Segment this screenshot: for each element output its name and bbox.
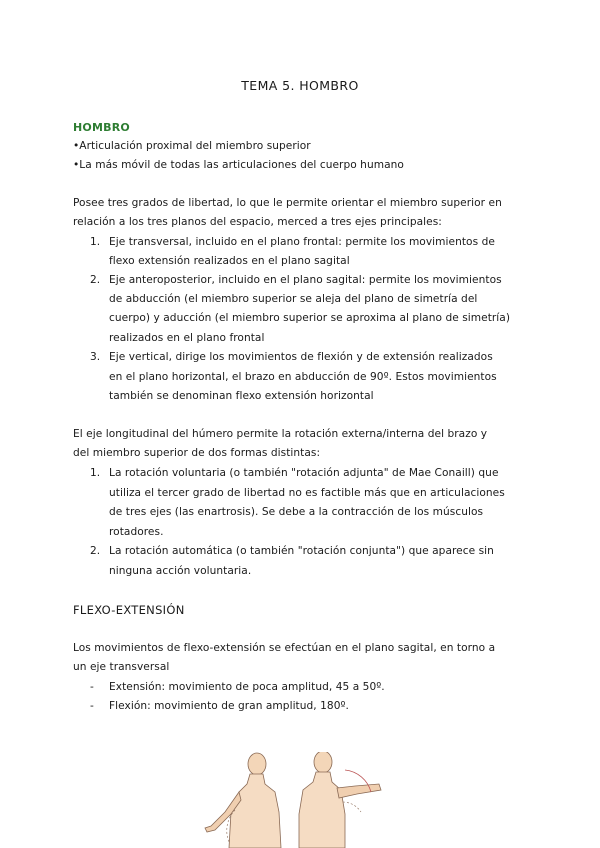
list-item-line: Eje anteroposterior, incluido en el plano sagital: permite los movimientos [109,274,502,286]
paragraph-line: del miembro superior de dos formas distintas: [73,447,321,459]
bullet-line: •Articulación proximal del miembro superior [73,140,311,152]
right-figure [299,752,381,848]
list-item-line: La rotación voluntaria (o también "rotación adjunta" de Mae Conaill) que [109,467,499,479]
list-item-line: Eje vertical, dirige los movimientos de flexión y de extensión realizados [109,351,493,363]
dash-item-line: Extensión: movimiento de poca amplitud, 45 a 50º. [109,681,385,693]
section-heading-hombro: HOMBRO [73,121,130,134]
paragraph-line: Posee tres grados de libertad, lo que le permite orientar el miembro superior en [73,197,502,209]
list-item-line: de abducción (el miembro superior se aleja del plano de simetría del [109,293,478,305]
section-heading-flexo-extension: FLEXO-EXTENSIÓN [73,603,185,617]
list-number: 1. [90,467,101,479]
list-item-line: Eje transversal, incluido en el plano frontal: permite los movimientos de [109,236,495,248]
list-number: 3. [90,351,101,363]
list-number: 1. [90,236,101,248]
paragraph-line: El eje longitudinal del húmero permite la rotación externa/interna del brazo y [73,428,488,440]
list-item-line: La rotación automática (o también "rotación conjunta") que aparece sin [109,545,494,557]
list-item-line: también se denominan flexo extensión horizontal [109,390,374,402]
list-number: 2. [90,545,101,557]
page-title: TEMA 5. HOMBRO [241,78,359,93]
list-item-line: ninguna acción voluntaria. [109,565,252,577]
left-figure [205,753,281,848]
list-item-line: rotadores. [109,526,164,538]
paragraph-line: Los movimientos de flexo-extensión se efectúan en el plano sagital, en torno a [73,642,496,654]
list-item-line: de tres ejes (las enartrosis). Se debe a la contracción de los músculos [109,506,484,518]
shoulder-movement-illustration [195,752,385,848]
paragraph-line: un eje transversal [73,661,170,673]
dash-marker: - [90,700,94,712]
list-number: 2. [90,274,101,286]
list-item-line: realizados en el plano frontal [109,332,265,344]
bullet-line: •La más móvil de todas las articulaciones del cuerpo humano [73,159,404,171]
list-item-line: flexo extensión realizados en el plano sagital [109,255,350,267]
list-item-line: cuerpo) y aducción (el miembro superior se aproxima al plano de simetría) [109,312,511,324]
dash-marker: - [90,681,94,693]
paragraph-line: relación a los tres planos del espacio, merced a tres ejes principales: [73,216,442,228]
list-item-line: en el plano horizontal, el brazo en abducción de 90º. Estos movimientos [109,371,497,383]
dash-item-line: Flexión: movimiento de gran amplitud, 180º. [109,700,349,712]
list-item-line: utiliza el tercer grado de libertad no es factible más que en articulaciones [109,487,505,499]
